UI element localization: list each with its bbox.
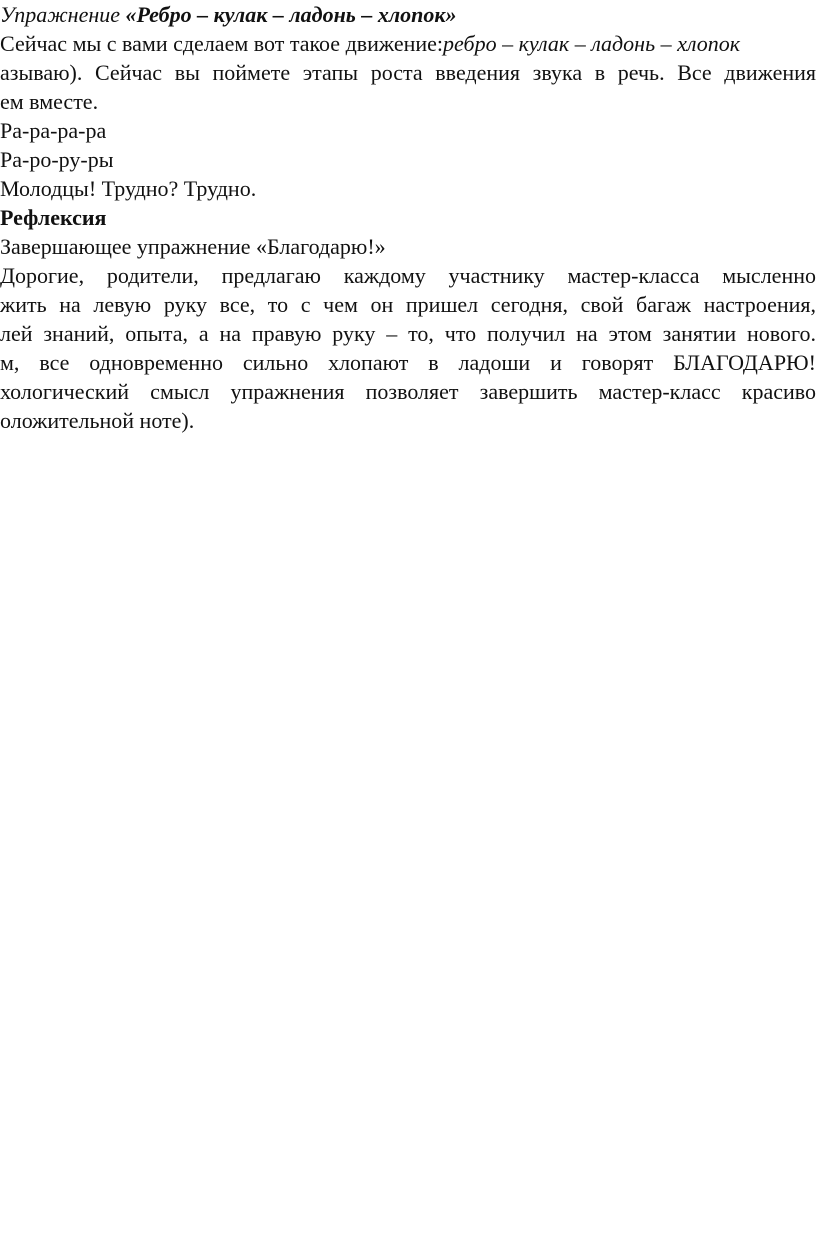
reflection-heading: Рефлексия (0, 205, 107, 230)
reflection-line-5: хологический смысл упражнения позволяет завершить мастер-класс красиво (0, 379, 816, 404)
exercise-title-line (0, 0, 816, 29)
reflection-line-3: лей знаний, опыта, а на правую руку – то, что получил на этом занятии нового. (0, 321, 816, 346)
reflection-line-6: оложительной ноте). (0, 408, 195, 433)
reflection-line-1: Дорогие, родители, предлагаю каждому участнику мастер-класса мысленно (0, 263, 816, 288)
chant-line-1: Ра-ра-ра-ра (0, 118, 107, 143)
chant-line-3: Молодцы! Трудно? Трудно. (0, 176, 257, 201)
intro-line-1 (0, 29, 816, 58)
reflection-exercise: Завершающее упражнение «Благодарю!» (0, 234, 386, 259)
reflection-line-4: м, все одновременно сильно хлопают в ладоши и говорят БЛАГОДАРЮ! (0, 350, 816, 375)
chant-line-2: Ра-ро-ру-ры (0, 147, 114, 172)
exercise-title: «Ребро – кулак – ладонь – хлопок» (125, 2, 457, 27)
intro-line-3: ем вместе. (0, 89, 99, 114)
reflection-line-2: жить на левую руку все, то с чем он пришел сегодня, свой багаж настроения, (0, 292, 816, 317)
intro-line-2: азываю). Сейчас вы поймете этапы роста введения звука в речь. Все движения (0, 60, 816, 85)
intro-text: Сейчас мы с вами сделаем вот такое движение: (0, 31, 444, 56)
intro-movement: ребро – кулак – ладонь – хлопок (443, 31, 741, 56)
exercise-label: Упражнение (0, 2, 126, 27)
